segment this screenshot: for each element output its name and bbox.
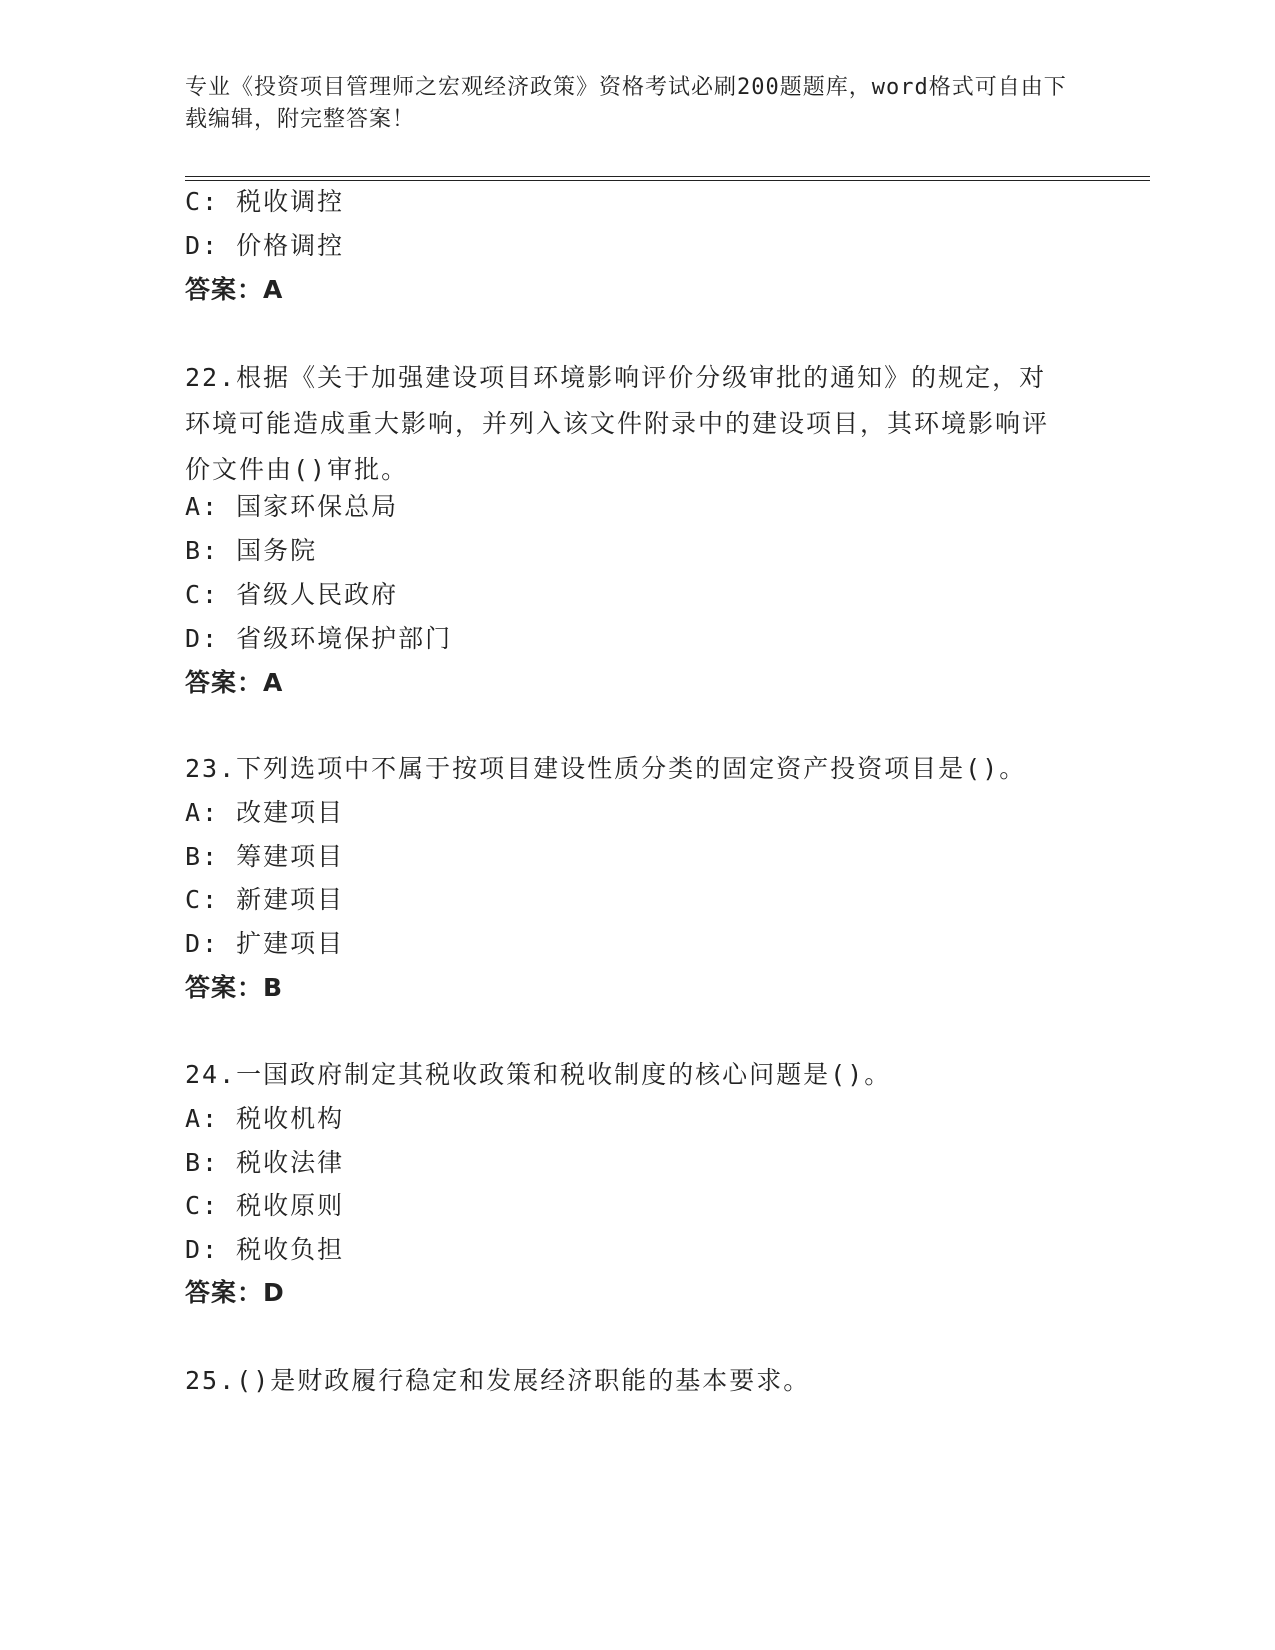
q22-option-c: C: 省级人民政府 <box>185 580 399 609</box>
header-divider <box>185 176 1150 181</box>
q24-option-c: C: 税收原则 <box>185 1191 345 1220</box>
q23-option-a: A: 改建项目 <box>185 798 345 827</box>
q24-answer: 答案：D <box>185 1278 285 1307</box>
q22-option-a: A: 国家环保总局 <box>185 492 399 521</box>
q25-question: 25.()是财政履行稳定和发展经济职能的基本要求。 <box>185 1366 811 1395</box>
q23-question: 23.下列选项中不属于按项目建设性质分类的固定资产投资项目是()。 <box>185 754 1027 783</box>
q24-question: 24.一国政府制定其税收政策和税收制度的核心问题是()。 <box>185 1060 892 1089</box>
q24-option-d: D: 税收负担 <box>185 1235 345 1264</box>
q23-option-b: B: 筹建项目 <box>185 842 345 871</box>
q22-question: 22.根据《关于加强建设项目环境影响评价分级审批的通知》的规定，对环境可能造成重大影响，并列入该文件附录中的建设项目，其环境影响评价文件由()审批。 <box>185 363 1050 484</box>
q21-option-d: D: 价格调控 <box>185 231 345 260</box>
q21-answer: 答案：A <box>185 275 284 304</box>
q23-option-d: D: 扩建项目 <box>185 929 345 958</box>
q23-option-c: C: 新建项目 <box>185 885 345 914</box>
q24-option-b: B: 税收法律 <box>185 1148 345 1177</box>
document-header: 专业《投资项目管理师之宏观经济政策》资格考试必刷200题题库，word格式可自由下载编辑，附完整答案！ <box>185 75 1067 132</box>
q22-answer: 答案：A <box>185 668 284 697</box>
q23-answer: 答案：B <box>185 973 284 1002</box>
q24-option-a: A: 税收机构 <box>185 1104 345 1133</box>
q22-option-d: D: 省级环境保护部门 <box>185 624 453 653</box>
q21-option-c: C: 税收调控 <box>185 187 345 216</box>
q22-option-b: B: 国务院 <box>185 536 318 565</box>
